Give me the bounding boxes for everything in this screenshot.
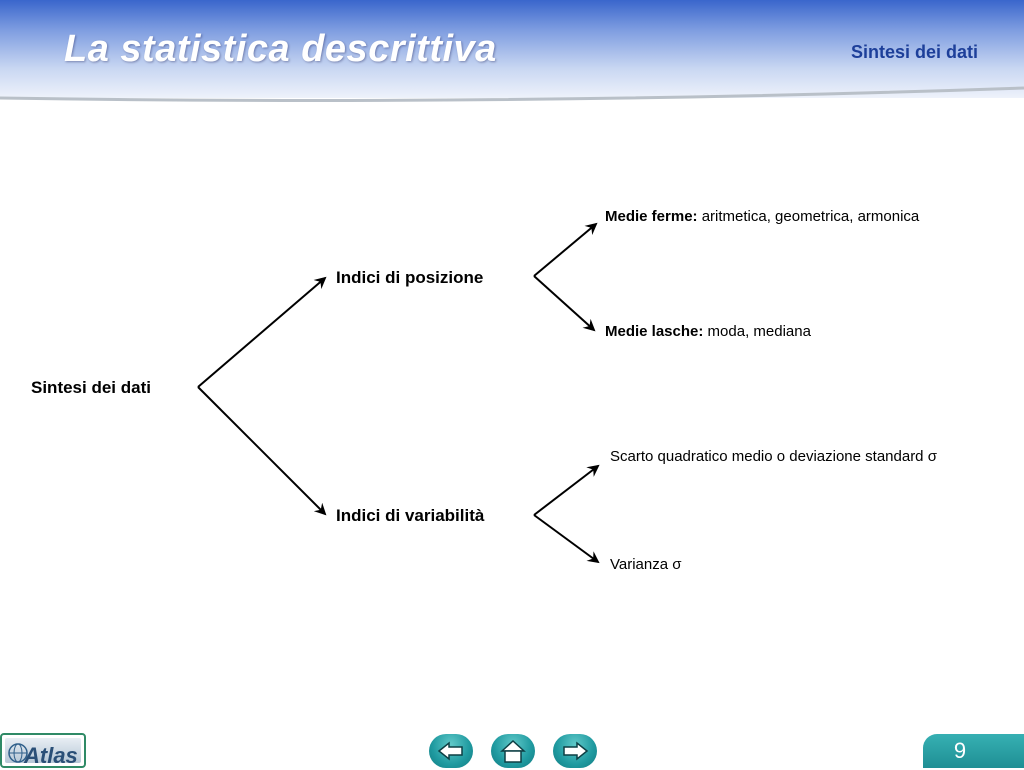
branch-node-variabilita: Indici di variabilità <box>336 506 485 525</box>
arrow-root-to-variabilita <box>198 387 325 514</box>
page-number-tab <box>923 734 1024 768</box>
arrow-posizione-to-medie-lasche <box>534 276 594 330</box>
leaf-varianza-text: Varianza σ <box>610 556 682 573</box>
root-node: Sintesi dei dati <box>31 378 151 397</box>
back-button[interactable] <box>429 734 473 768</box>
leaf-medie-lasche-label: Medie lasche: <box>605 323 704 340</box>
leaf-medie-ferme-text: aritmetica, geometrica, armonica <box>697 208 920 225</box>
home-button[interactable] <box>491 734 535 768</box>
arrow-variabilita-to-varianza <box>534 515 598 562</box>
leaf-varianza <box>610 556 682 573</box>
page-number: 9 <box>953 738 967 763</box>
home-icon <box>491 734 535 768</box>
branch-node-posizione: Indici di posizione <box>336 268 484 287</box>
leaf-medie-lasche-text: moda, mediana <box>703 323 811 340</box>
atlas-logo <box>0 733 86 768</box>
leaf-medie-ferme <box>605 208 919 225</box>
forward-arrow-icon <box>553 734 597 768</box>
leaf-scarto-quadratico <box>610 448 937 465</box>
back-arrow-icon <box>429 734 473 768</box>
leaf-medie-lasche <box>605 323 811 340</box>
forward-button[interactable] <box>553 734 597 768</box>
atlas-logo-mark <box>2 735 88 770</box>
arrow-posizione-to-medie-ferme <box>534 224 596 276</box>
leaf-scarto-quadratico-text: Scarto quadratico medio o deviazione standard σ <box>610 448 937 465</box>
atlas-logo-text: Atlas <box>24 743 78 768</box>
leaf-medie-ferme-label: Medie ferme: <box>605 208 698 225</box>
section-title: Sintesi dei dati <box>850 42 978 62</box>
slide-title: La statistica descrittiva <box>64 28 497 70</box>
arrow-variabilita-to-scarto <box>534 466 598 515</box>
arrow-root-to-posizione <box>198 278 325 387</box>
